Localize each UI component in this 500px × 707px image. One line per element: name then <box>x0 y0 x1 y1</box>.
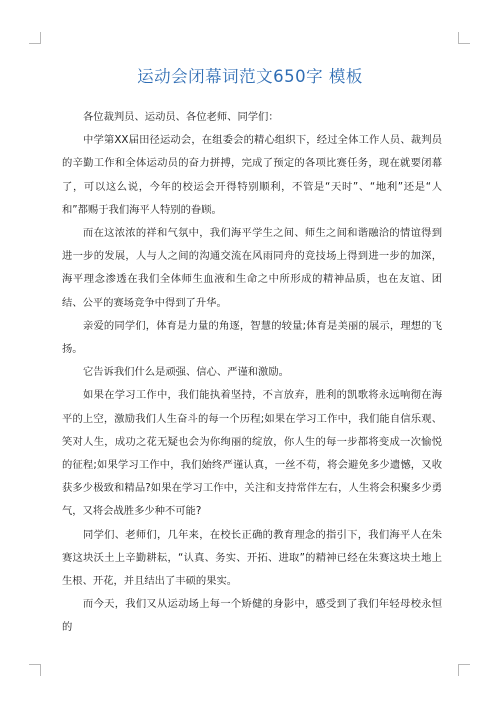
corner-mark-bottom-left <box>29 664 41 676</box>
document-body <box>62 106 442 640</box>
corner-mark-bottom-right <box>458 664 470 676</box>
corner-mark-top-left <box>29 32 41 44</box>
paragraph-1: 中学第XX届田径运动会，在组委会的精心组织下，经过全体工作人员、裁判员的辛勤工作和全体运动员的奋力拼搏，完成了预定的各项比赛任务，现在就要闭幕了，可以这么说，今年的校运会开得特别顺利，不管是“天时”、“地利”还是“人和”都赐于我们海平人特别的眷顾。 <box>62 134 442 216</box>
paragraph-6: 同学们、老师们，几年来，在校长正确的教育理念的指引下，我们海平人在朱赛这块沃土上辛勤耕耘，“认真、务实、开拓、进取”的精神已经在朱赛这块土地上生根、开花，并且结出了丰硕的果实。 <box>62 528 442 588</box>
paragraph-7: 而今天，我们又从运动场上每一个矫健的身影中，感受到了我们年轻母校永恒的 <box>62 598 442 634</box>
corner-mark-top-right <box>458 32 470 44</box>
paragraph-4: 它告诉我们什么是顽强、信心、严谨和激励。 <box>83 366 289 379</box>
paragraph-3: 亲爱的同学们，体育是力量的角逐，智慧的较量;体育是美丽的展示，理想的飞扬。 <box>62 319 442 356</box>
document-title: 运动会闭幕词范文650字 模板 <box>137 67 363 86</box>
greeting: 各位裁判员、运动员、各位老师、同学们： <box>83 111 279 123</box>
paragraph-5: 如果在学习工作中，我们能执着坚持，不言放弃，胜利的凯歌将永远响彻在海平的上空，激励我们人生奋斗的每一个历程;如果在学习工作中，我们能自信乐观、笑对人生，成功之花无疑也会为你绚丽的绽放，你人生的每一步都将变成一次愉悦的征程;如果学习工作中，我们始终严谨认真，一丝不苟，将会避免多少遗憾，又收获多少极致和精品?如果在学习工作中，关注和支持常伴左右，人生将会积聚多少勇气，又将会战胜多少种不可能? <box>62 389 442 518</box>
paragraph-2: 而在这浓浓的祥和气氛中，我们海平学生之间、师生之间和谐融洽的情谊得到进一步的发展，人与人之间的沟通交流在风雨同舟的竞技场上得到进一步的加深，海平理念渗透在我们全体师生血液和生命之中所形成的精神品质，也在友谊、团结、公平的赛场竞争中得到了升华。 <box>62 227 442 309</box>
